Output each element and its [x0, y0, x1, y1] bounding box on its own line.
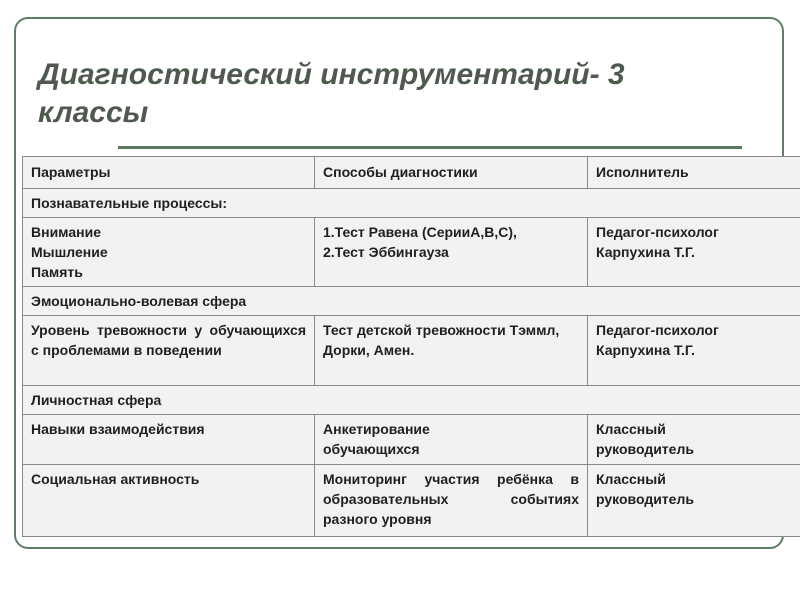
slide-title-line-2: классы — [38, 96, 149, 129]
executor-role: Педагог-психолог — [596, 322, 719, 338]
executor-role: Педагог-психолог — [596, 224, 719, 240]
table-header-row — [23, 157, 800, 189]
cell-anxiety-param: Уровень тревожности у обучающихся с проблемами в поведении — [23, 316, 315, 386]
section-row-emotional — [23, 287, 800, 316]
cell-anxiety-executor — [588, 316, 800, 386]
cell-cognitive-executor — [588, 218, 800, 287]
cell-cognitive-params — [23, 218, 315, 287]
header-cell-methods: Способы диагностики — [315, 157, 588, 189]
method-line: Анкетирование — [323, 421, 430, 437]
param-memory: Память — [31, 264, 83, 280]
header-cell-executor: Исполнитель — [588, 157, 800, 189]
cell-interaction-executor — [588, 415, 800, 465]
cell-anxiety-method: Тест детской тревожности Тэммл, Дорки, Амен. — [315, 316, 588, 386]
section-cognitive-label: Познавательные процессы: — [23, 189, 800, 218]
cell-interaction-method — [315, 415, 588, 465]
section-emotional-label: Эмоционально-волевая сфера — [23, 287, 800, 316]
param-thinking: Мышление — [31, 244, 108, 260]
table-row-cognitive — [23, 218, 800, 287]
executor-line: Классный — [596, 471, 666, 487]
slide-title-line-1: Диагностический инструментарий- 3 — [38, 58, 625, 91]
slide-title — [38, 56, 738, 132]
executor-name: Карпухина Т.Г. — [596, 342, 695, 358]
table-row-interaction — [23, 415, 800, 465]
method-raven: 1.Тест Равена (СерииА,В,С), — [323, 224, 517, 240]
executor-line: Классный — [596, 421, 666, 437]
param-attention: Внимание — [31, 224, 101, 240]
cell-social-param: Социальная активность — [23, 465, 315, 537]
executor-line: руководитель — [596, 491, 694, 507]
method-ebbinghaus: 2.Тест Эббингауза — [323, 244, 449, 260]
table-row-anxiety — [23, 316, 800, 386]
header-cell-params: Параметры — [23, 157, 315, 189]
cell-social-method: Мониторинг участия ребёнка в образовательных событиях разного уровня — [315, 465, 588, 537]
executor-name: Карпухина Т.Г. — [596, 244, 695, 260]
cell-social-executor — [588, 465, 800, 537]
cell-interaction-param: Навыки взаимодействия — [23, 415, 315, 465]
section-personal-label: Личностная сфера — [23, 386, 800, 415]
section-row-personal — [23, 386, 800, 415]
section-row-cognitive — [23, 189, 800, 218]
title-underline — [118, 146, 742, 149]
executor-line: руководитель — [596, 441, 694, 457]
method-line: обучающихся — [323, 441, 420, 457]
cell-cognitive-methods — [315, 218, 588, 287]
table-row-social — [23, 465, 800, 537]
diagnostics-table — [22, 156, 800, 537]
